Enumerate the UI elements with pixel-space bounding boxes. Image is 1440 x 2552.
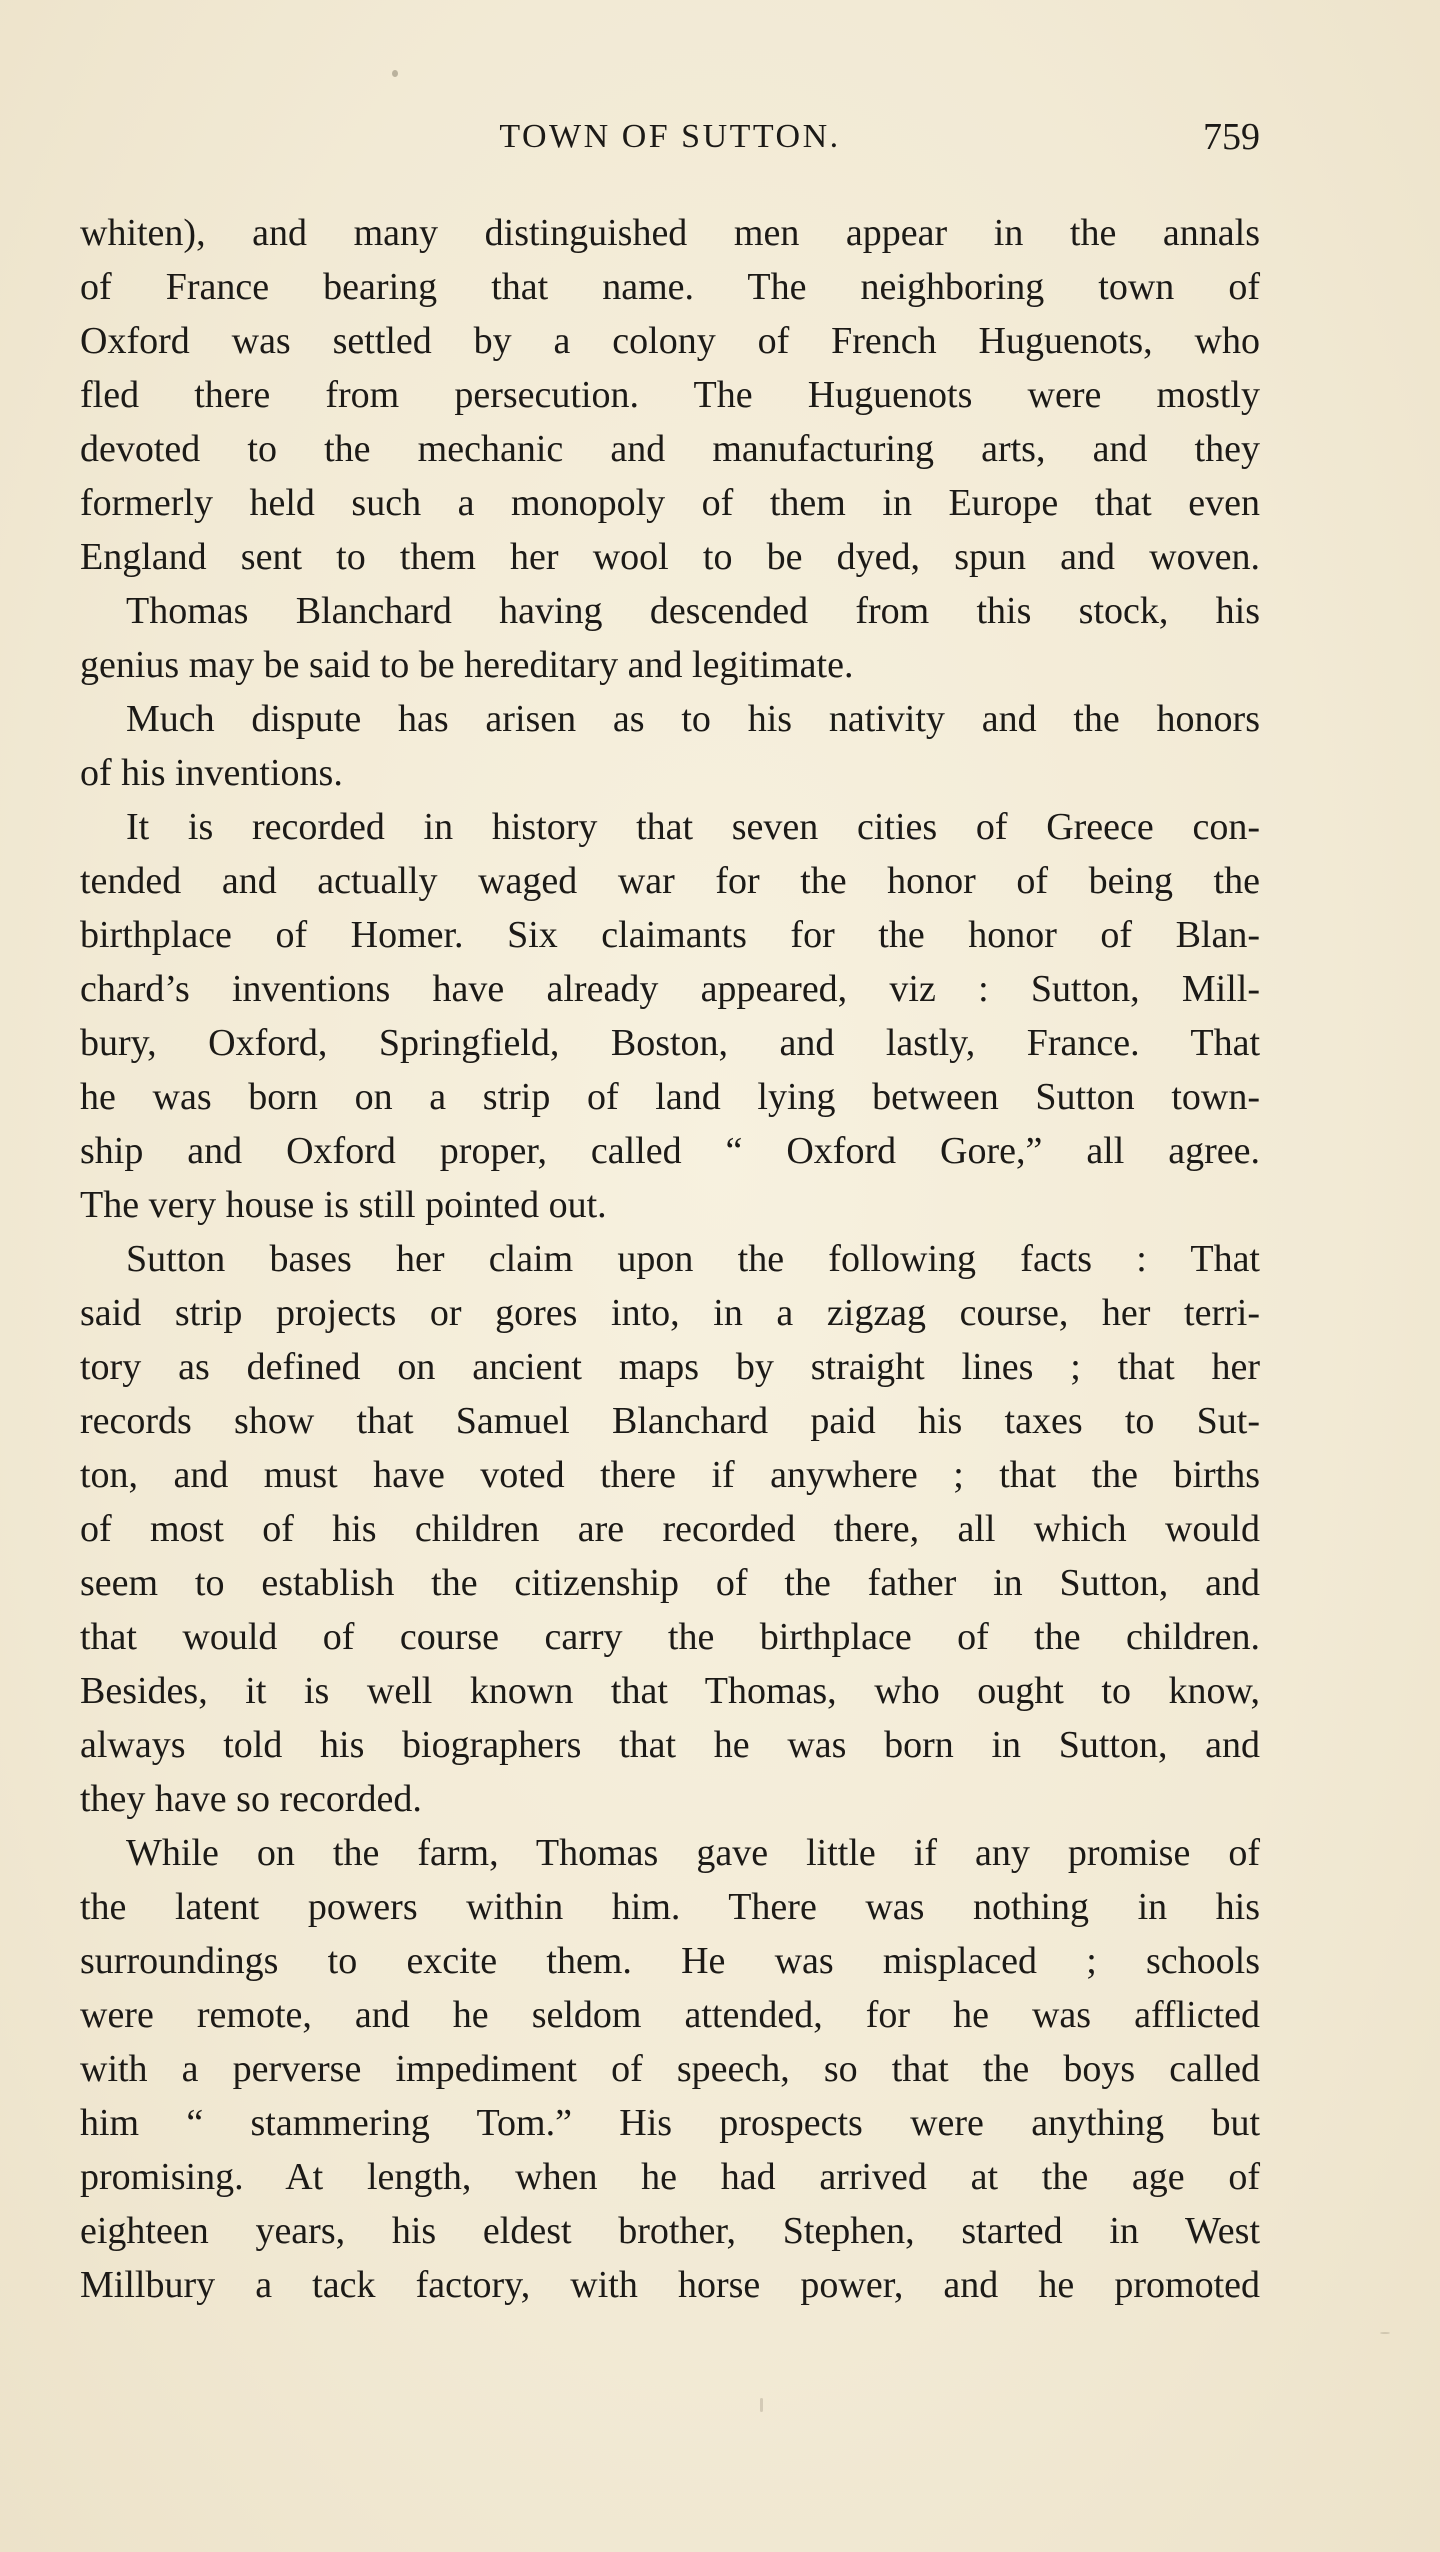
paper-speck [1380, 2332, 1390, 2334]
text-line: While on the farm, Thomas gave little if any promise of [126, 1832, 1260, 1874]
text-line: the latent powers within him. There was nothing in his [80, 1886, 1260, 1928]
text-line: tended and actually waged war for the honor of being the [80, 860, 1260, 902]
text-line: with a perverse impediment of speech, so that the boys called [80, 2048, 1260, 2090]
paper-speck [760, 2398, 763, 2412]
text-line: records show that Samuel Blanchard paid his taxes to Sut- [80, 1400, 1260, 1442]
text-line: eighteen years, his eldest brother, Stephen, started in West [80, 2210, 1260, 2252]
text-line: England sent to them her wool to be dyed, spun and woven. [80, 536, 1260, 578]
text-line: Sutton bases her claim upon the following facts : That [126, 1238, 1260, 1280]
text-line: Millbury a tack factory, with horse power, and he promoted [80, 2264, 1260, 2306]
text-line: of France bearing that name. The neighboring town of [80, 266, 1260, 308]
text-line: ship and Oxford proper, called “ Oxford Gore,” all agree. [80, 1130, 1260, 1172]
text-line: promising. At length, when he had arrived at the age of [80, 2156, 1260, 2198]
text-line: Besides, it is well known that Thomas, who ought to know, [80, 1670, 1260, 1712]
text-line: devoted to the mechanic and manufacturing arts, and they [80, 428, 1260, 470]
text-line: bury, Oxford, Springfield, Boston, and lastly, France. That [80, 1022, 1260, 1064]
text-line: him “ stammering Tom.” His prospects were anything but [80, 2102, 1260, 2144]
text-line: surroundings to excite them. He was misplaced ; schools [80, 1940, 1260, 1982]
text-line: seem to establish the citizenship of the father in Sutton, and [80, 1562, 1260, 1604]
page-number: 759 [1203, 116, 1260, 158]
paper-speck [392, 70, 398, 77]
text-line: Thomas Blanchard having descended from this stock, his [126, 590, 1260, 632]
text-line: birthplace of Homer. Six claimants for the honor of Blan- [80, 914, 1260, 956]
text-line: they have so recorded. [80, 1778, 422, 1820]
text-line: Much dispute has arisen as to his nativity and the honors [126, 698, 1260, 740]
text-line: that would of course carry the birthplace of the children. [80, 1616, 1260, 1658]
text-line: always told his biographers that he was born in Sutton, and [80, 1724, 1260, 1766]
text-line: were remote, and he seldom attended, for he was afflicted [80, 1994, 1260, 2036]
text-line: chard’s inventions have already appeared, viz : Sutton, Mill- [80, 968, 1260, 1010]
text-line: genius may be said to be hereditary and legitimate. [80, 644, 854, 686]
text-line: The very house is still pointed out. [80, 1184, 607, 1226]
text-line: formerly held such a monopoly of them in Europe that even [80, 482, 1260, 524]
body-text [80, 206, 1260, 2312]
text-line: of his inventions. [80, 752, 343, 794]
text-line: whiten), and many distinguished men appear in the annals [80, 212, 1260, 254]
text-line: It is recorded in history that seven cities of Greece con- [126, 806, 1260, 848]
text-line: he was born on a strip of land lying between Sutton town- [80, 1076, 1260, 1118]
text-line: tory as defined on ancient maps by straight lines ; that her [80, 1346, 1260, 1388]
text-line: fled there from persecution. The Huguenots were mostly [80, 374, 1260, 416]
running-head [80, 112, 1260, 162]
text-line: Oxford was settled by a colony of French Huguenots, who [80, 320, 1260, 362]
running-head-title: TOWN OF SUTTON. [499, 118, 841, 155]
text-line: ton, and must have voted there if anywhere ; that the births [80, 1454, 1260, 1496]
text-line: said strip projects or gores into, in a zigzag course, her terri- [80, 1292, 1260, 1334]
text-line: of most of his children are recorded there, all which would [80, 1508, 1260, 1550]
